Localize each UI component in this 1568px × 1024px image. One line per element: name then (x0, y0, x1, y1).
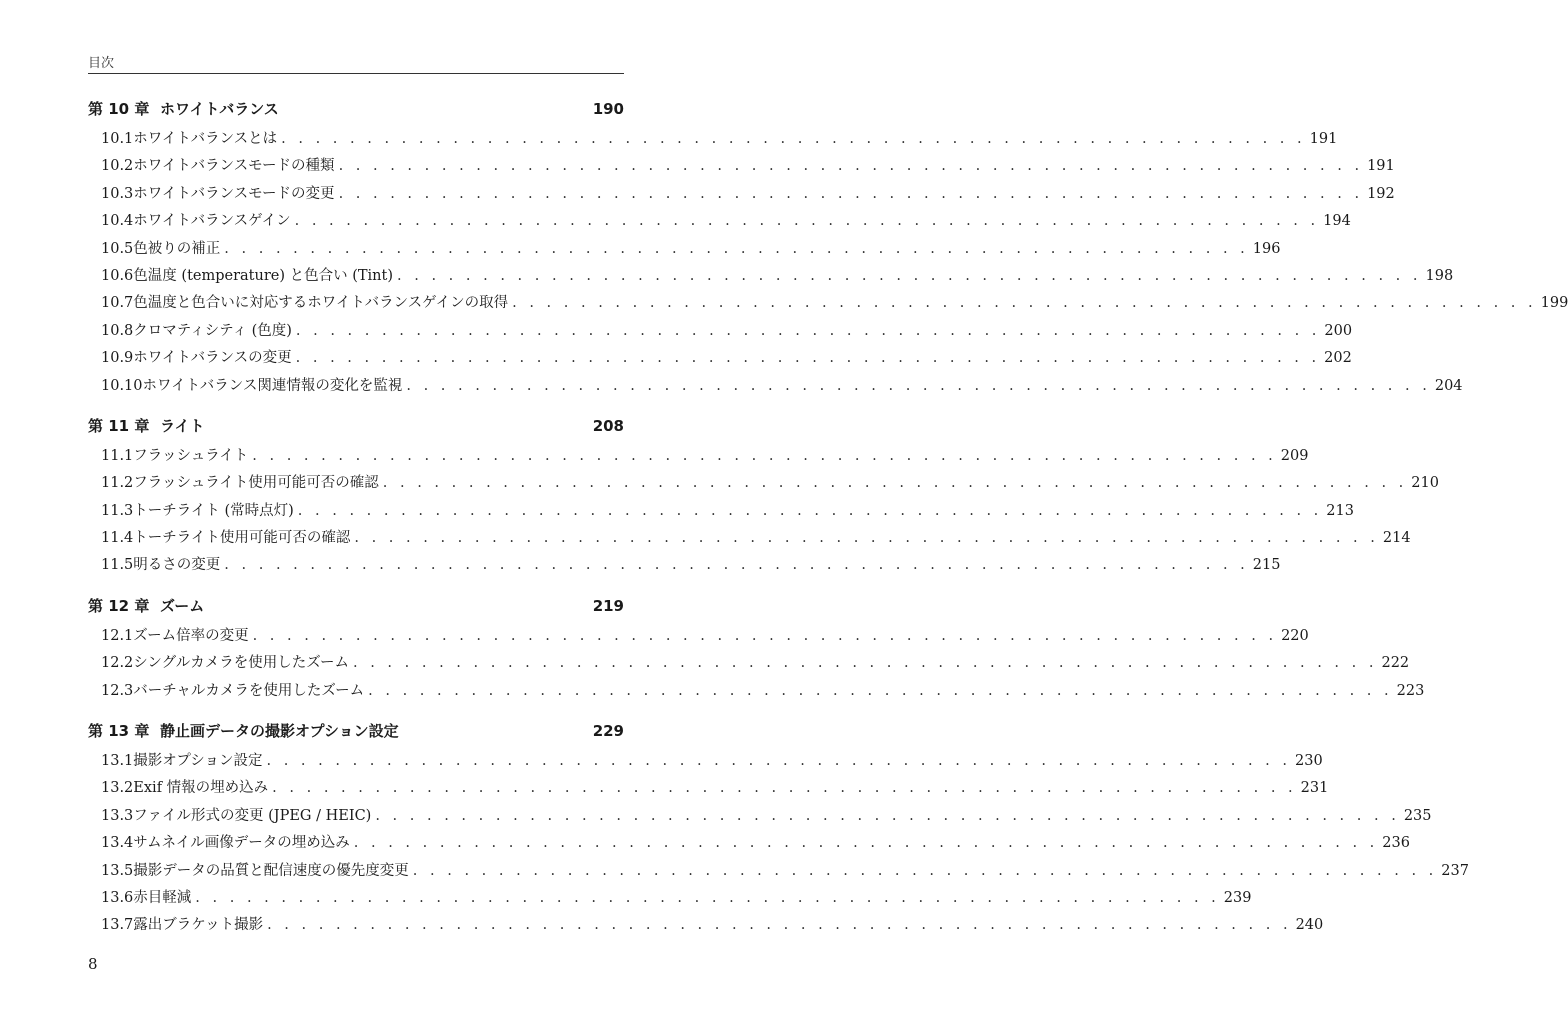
entry-title: ホワイトバランスゲイン (133, 213, 291, 230)
chapter-title: ズーム (160, 596, 205, 615)
entry-page: 215 (1252, 557, 1281, 574)
chapter-page: 229 (592, 722, 624, 741)
entry-number: 13.6 (101, 889, 134, 906)
entry-page: 239 (1223, 889, 1252, 906)
toc-entry[interactable] (88, 749, 1323, 776)
chapter-block (88, 720, 1469, 941)
entry-page: 213 (1326, 502, 1354, 519)
toc-entry[interactable] (88, 651, 1410, 678)
entry-number: 10.9 (101, 350, 134, 367)
toc-entry[interactable] (88, 913, 1324, 940)
chapter-number: 第 11 章 (88, 416, 150, 435)
toc-entry[interactable] (88, 859, 1469, 886)
dot-leader: . . . . . . . . . . . . . . . . . . . . . . . . . . . . . . . . . . . . . . . . . . . . . . . . . . . . . . . . . . . . (295, 350, 1321, 367)
entry-number: 13.2 (101, 780, 134, 797)
entry-title: 色温度 (temperature) と色合い (Tint) (133, 267, 394, 284)
dot-leader: . . . . . . . . . . . . . . . . . . . . . . . . . . . . . . . . . . . . . . . . . . . . . . . . . . . . . . . . . . . . (297, 502, 1323, 519)
entry-number: 11.1 (101, 447, 134, 464)
dot-leader: . . . . . . . . . . . . . . . . . . . . . . . . . . . . . . . . . . . . . . . . . . . . . . . . . . . . . . . . . . . . (294, 213, 1320, 230)
toc-entry[interactable] (88, 237, 1281, 264)
entry-number: 12.2 (101, 655, 134, 672)
toc-entry[interactable] (88, 886, 1252, 913)
toc-entry[interactable] (88, 291, 1568, 318)
toc-entry[interactable] (88, 209, 1351, 236)
entry-title: ズーム倍率の変更 (133, 627, 249, 644)
entry-page: 192 (1367, 185, 1395, 202)
entry-title: 赤目軽減 (133, 889, 192, 906)
toc-entry[interactable] (88, 182, 1395, 209)
entry-number: 11.4 (101, 530, 134, 547)
entry-page: 240 (1295, 917, 1324, 934)
toc-entry[interactable] (88, 553, 1281, 580)
dot-leader: . . . . . . . . . . . . . . . . . . . . . . . . . . . . . . . . . . . . . . . . . . . . . . . . . . . . . . . . . . . . (281, 131, 1306, 147)
entry-page: 214 (1382, 530, 1411, 547)
entry-number: 10.6 (101, 267, 134, 284)
entry-title: トーチライト使用可能可否の確認 (133, 530, 351, 547)
entry-number: 10.8 (101, 322, 134, 339)
entry-title: 露出ブラケット撮影 (133, 917, 264, 934)
entry-page: 237 (1441, 862, 1469, 879)
entry-page: 230 (1295, 753, 1323, 770)
entry-number: 11.2 (101, 475, 134, 492)
dot-leader: . . . . . . . . . . . . . . . . . . . . . . . . . . . . . . . . . . . . . . . . . . . . . . . . . . . . . . . . . . . . (224, 240, 1249, 257)
chapter-heading[interactable] (88, 415, 624, 444)
dot-leader: . . . . . . . . . . . . . . . . . . . . . . . . . . . . . . . . . . . . . . . . . . . . . . . . . . . . . . . . . . . . (368, 682, 1393, 699)
entry-page: 210 (1411, 475, 1439, 492)
toc-entry[interactable] (88, 154, 1395, 181)
chapter-number: 第 13 章 (88, 722, 150, 741)
entry-title: 明るさの変更 (133, 557, 221, 574)
chapter-number: 第 10 章 (88, 100, 150, 118)
toc-entry[interactable] (88, 471, 1439, 498)
entry-number: 10.4 (101, 213, 134, 230)
dot-leader: . . . . . . . . . . . . . . . . . . . . . . . . . . . . . . . . . . . . . . . . . . . . . . . . . . . . . . . . . . . . (352, 655, 1378, 672)
dot-leader: . . . . . . . . . . . . . . . . . . . . . . . . . . . . . . . . . . . . . . . . . . . . . . . . . . . . . . . . . . . . (375, 807, 1400, 824)
entry-title: シングルカメラを使用したズーム (133, 655, 349, 672)
entry-number: 10.2 (101, 158, 134, 175)
chapter-block (88, 98, 1568, 401)
toc-entry[interactable] (88, 444, 1309, 471)
entry-page: 220 (1281, 627, 1309, 644)
dot-leader: . . . . . . . . . . . . . . . . . . . . . . . . . . . . . . . . . . . . . . . . . . . . . . . . . . . . . . . . . . . . (412, 862, 1438, 879)
chapter-page: 208 (592, 416, 624, 435)
entry-number: 13.7 (101, 917, 134, 934)
chapter-block (88, 595, 1425, 706)
entry-title: ホワイトバランスモードの種類 (133, 158, 335, 175)
entry-number: 10.1 (101, 131, 134, 147)
chapter-title: ライト (160, 416, 205, 435)
table-of-contents (88, 98, 1568, 955)
page-number: 8 (88, 955, 98, 973)
entry-number: 10.5 (101, 240, 134, 257)
entry-title: サムネイル画像データの埋め込み (133, 835, 350, 852)
dot-leader: . . . . . . . . . . . . . . . . . . . . . . . . . . . . . . . . . . . . . . . . . . . . . . . . . . . . . . . . . . . . (338, 158, 1364, 175)
dot-leader: . . . . . . . . . . . . . . . . . . . . . . . . . . . . . . . . . . . . . . . . . . . . . . . . . . . . . . . . . . . . (354, 530, 1379, 547)
entry-title: フラッシュライト使用可能可否の確認 (133, 475, 379, 492)
toc-entry[interactable] (88, 624, 1309, 651)
entry-page: 198 (1425, 267, 1454, 284)
entry-page: 196 (1252, 240, 1281, 257)
toc-entry[interactable] (88, 526, 1411, 553)
entry-page: 235 (1403, 807, 1432, 824)
toc-entry[interactable] (88, 831, 1410, 858)
entry-title: ホワイトバランスとは (133, 131, 278, 147)
entry-number: 11.5 (101, 557, 134, 574)
entry-title: フラッシュライト (133, 447, 249, 464)
entry-page: 191 (1367, 158, 1395, 175)
entry-page: 222 (1381, 655, 1410, 672)
entry-page: 223 (1396, 682, 1425, 699)
entry-title: ファイル形式の変更 (JPEG / HEIC) (133, 807, 372, 824)
dot-leader: . . . . . . . . . . . . . . . . . . . . . . . . . . . . . . . . . . . . . . . . . . . . . . . . . . . . . . . . . . . . (267, 917, 1292, 934)
toc-entry[interactable] (88, 374, 1463, 401)
dot-leader: . . . . . . . . . . . . . . . . . . . . . . . . . . . . . . . . . . . . . . . . . . . . . . . . . . . . . . . . . . . . (295, 322, 1321, 339)
entry-title: ホワイトバランス関連情報の変化を監視 (142, 377, 403, 394)
chapter-heading[interactable] (88, 720, 624, 749)
entry-number: 10.7 (101, 295, 134, 312)
header-rule (88, 73, 624, 74)
entry-title: クロマティシティ (色度) (133, 322, 292, 339)
toc-entry[interactable] (88, 264, 1454, 291)
toc-entry[interactable] (88, 679, 1425, 706)
entry-page: 236 (1382, 835, 1410, 852)
entry-title: 撮影データの品質と配信速度の優先度変更 (133, 862, 409, 879)
entry-page: 202 (1324, 350, 1352, 367)
dot-leader: . . . . . . . . . . . . . . . . . . . . . . . . . . . . . . . . . . . . . . . . . . . . . . . . . . . . . . . . . . . . (512, 295, 1537, 312)
entry-title: ホワイトバランスモードの変更 (133, 185, 335, 202)
toc-entry[interactable] (88, 127, 1338, 154)
entry-title: 撮影オプション設定 (133, 753, 263, 770)
dot-leader: . . . . . . . . . . . . . . . . . . . . . . . . . . . . . . . . . . . . . . . . . . . . . . . . . . . . . . . . . . . . (224, 557, 1249, 574)
chapter-page: 219 (592, 596, 624, 615)
entry-number: 12.1 (101, 627, 134, 644)
chapter-page: 190 (592, 100, 624, 118)
running-header: 目次 (88, 56, 115, 71)
dot-leader: . . . . . . . . . . . . . . . . . . . . . . . . . . . . . . . . . . . . . . . . . . . . . . . . . . . . . . . . . . . . (195, 889, 1220, 906)
entry-page: 231 (1300, 780, 1329, 797)
entry-number: 13.1 (101, 753, 134, 770)
toc-entry[interactable] (88, 499, 1354, 526)
dot-leader: . . . . . . . . . . . . . . . . . . . . . . . . . . . . . . . . . . . . . . . . . . . . . . . . . . . . . . . . . . . . (252, 447, 1277, 464)
entry-title: トーチライト (常時点灯) (133, 502, 294, 519)
entry-title: ホワイトバランスの変更 (133, 350, 292, 367)
entry-title: 色被りの補正 (133, 240, 221, 257)
entry-title: Exif 情報の埋め込み (133, 780, 269, 797)
entry-page: 204 (1434, 377, 1463, 394)
entry-page: 209 (1280, 447, 1309, 464)
toc-entry[interactable] (88, 346, 1352, 373)
entry-number: 13.5 (101, 862, 134, 879)
entry-page: 200 (1324, 322, 1353, 339)
entry-number: 13.4 (101, 835, 134, 852)
chapter-heading[interactable] (88, 98, 624, 127)
chapter-block (88, 415, 1439, 581)
toc-entry[interactable] (88, 319, 1353, 346)
chapter-heading[interactable] (88, 595, 624, 624)
entry-number: 10.10 (101, 377, 143, 394)
toc-entry[interactable] (88, 804, 1432, 831)
entry-page: 194 (1323, 213, 1351, 230)
dot-leader: . . . . . . . . . . . . . . . . . . . . . . . . . . . . . . . . . . . . . . . . . . . . . . . . . . . . . . . . . . . . (397, 267, 1422, 284)
dot-leader: . . . . . . . . . . . . . . . . . . . . . . . . . . . . . . . . . . . . . . . . . . . . . . . . . . . . . . . . . . . . (338, 185, 1364, 202)
dot-leader: . . . . . . . . . . . . . . . . . . . . . . . . . . . . . . . . . . . . . . . . . . . . . . . . . . . . . . . . . . . . (382, 475, 1408, 492)
entry-page: 199 (1540, 295, 1568, 312)
entry-page: 191 (1309, 131, 1338, 147)
chapter-title: ホワイトバランス (160, 100, 279, 118)
dot-leader: . . . . . . . . . . . . . . . . . . . . . . . . . . . . . . . . . . . . . . . . . . . . . . . . . . . . . . . . . . . . (266, 753, 1291, 770)
dot-leader: . . . . . . . . . . . . . . . . . . . . . . . . . . . . . . . . . . . . . . . . . . . . . . . . . . . . . . . . . . . . (272, 780, 1297, 797)
dot-leader: . . . . . . . . . . . . . . . . . . . . . . . . . . . . . . . . . . . . . . . . . . . . . . . . . . . . . . . . . . . . (353, 835, 1379, 852)
entry-title: 色温度と色合いに対応するホワイトバランスゲインの取得 (133, 295, 509, 312)
dot-leader: . . . . . . . . . . . . . . . . . . . . . . . . . . . . . . . . . . . . . . . . . . . . . . . . . . . . . . . . . . . . (406, 377, 1431, 394)
entry-number: 10.3 (101, 185, 134, 202)
entry-title: バーチャルカメラを使用したズーム (133, 682, 365, 699)
chapter-title: 静止画データの撮影オプション設定 (160, 722, 399, 741)
dot-leader: . . . . . . . . . . . . . . . . . . . . . . . . . . . . . . . . . . . . . . . . . . . . . . . . . . . . . . . . . . . . (252, 627, 1278, 644)
entry-number: 12.3 (101, 682, 134, 699)
toc-entry[interactable] (88, 776, 1329, 803)
entry-number: 13.3 (101, 807, 134, 824)
chapter-number: 第 12 章 (88, 596, 150, 615)
entry-number: 11.3 (101, 502, 134, 519)
